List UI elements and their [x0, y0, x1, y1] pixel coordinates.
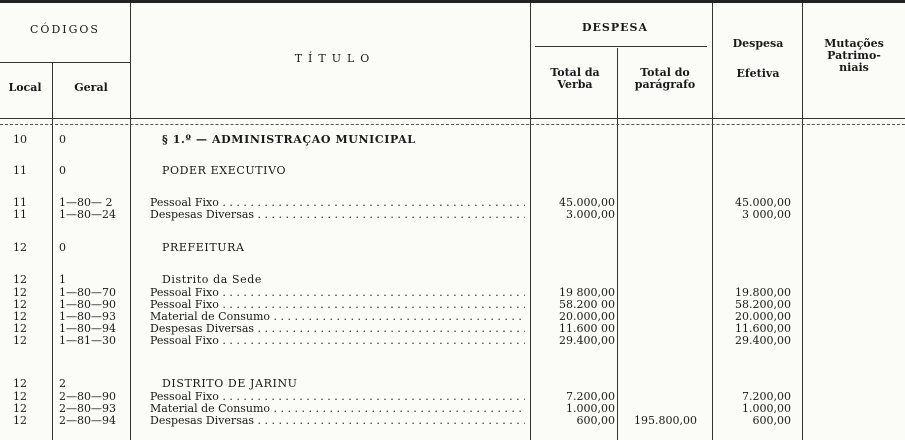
table-row — [0, 209, 905, 221]
row-total-verba: 45.000,00 — [559, 196, 615, 209]
row-geral-code: 1 — [59, 273, 66, 286]
row-local-code: 12 — [13, 286, 27, 299]
row-total-verba: 11.600 00 — [559, 322, 615, 335]
row-despesa-efetiva: 3 000,00 — [742, 208, 791, 221]
row-title: PODER EXECUTIVO — [162, 165, 287, 177]
row-title: Pessoal Fixo . . . — [150, 299, 525, 311]
row-local-code: 12 — [13, 241, 27, 254]
row-despesa-efetiva: 7.200,00 — [742, 390, 791, 403]
row-title: Despesas Diversas . . . — [150, 209, 525, 221]
row-geral-code: 2—80—94 — [59, 414, 116, 427]
row-geral-code: 2—80—93 — [59, 402, 116, 415]
row-geral-code: 1—81—30 — [59, 334, 116, 347]
row-despesa-efetiva: 29.400,00 — [735, 334, 791, 347]
top-rule — [0, 0, 905, 3]
row-geral-code: 1—80—93 — [59, 310, 116, 323]
row-total-verba: 3.000,00 — [566, 208, 615, 221]
row-local-code: 12 — [13, 334, 27, 347]
row-despesa-efetiva: 600,00 — [752, 414, 791, 427]
row-title: Despesas Diversas . . . — [150, 415, 525, 427]
row-total-verba: 20.000,00 — [559, 310, 615, 323]
row-local-code: 11 — [13, 164, 27, 177]
table-row — [0, 165, 905, 177]
row-title: Pessoal Fixo . . . — [150, 197, 525, 209]
table-row — [0, 335, 905, 347]
row-total-verba: 600,00 — [576, 414, 615, 427]
row-title: Despesas Diversas . . . — [150, 323, 525, 335]
header-mutacoes-patrimoniais: Mutações Patrimo- niais — [824, 37, 884, 74]
table-row — [0, 134, 905, 146]
row-title: Material de Consumo . . . — [150, 403, 525, 415]
row-local-code: 12 — [13, 402, 27, 415]
row-total-verba: 19 800,00 — [559, 286, 615, 299]
row-despesa-efetiva: 45.000,00 — [735, 196, 791, 209]
divider-titulo-verba — [530, 3, 531, 440]
row-title: § 1.º — ADMINISTRAÇÃO MUNICIPAL — [162, 134, 416, 146]
row-geral-code: 0 — [59, 133, 66, 146]
row-geral-code: 1—80—24 — [59, 208, 116, 221]
row-despesa-efetiva: 20.000,00 — [735, 310, 791, 323]
header-total-paragrafo: Total do parágrafo — [634, 66, 696, 91]
header-bottom-rule — [0, 118, 905, 119]
row-local-code: 12 — [13, 273, 27, 286]
row-despesa-efetiva: 11.600,00 — [735, 322, 791, 335]
row-local-code: 12 — [13, 310, 27, 323]
row-title: Distrito da Sede — [162, 274, 263, 286]
row-local-code: 12 — [13, 390, 27, 403]
header-titulo: TÍTULO — [294, 52, 376, 65]
row-geral-code: 1—80—94 — [59, 322, 116, 335]
row-title: Pessoal Fixo . . . — [150, 335, 525, 347]
table-row — [0, 378, 905, 390]
despesa-underline — [535, 46, 707, 47]
row-title: PREFEITURA — [162, 242, 245, 254]
header-geral: Geral — [74, 81, 108, 94]
row-total-verba: 29.400,00 — [559, 334, 615, 347]
table-row — [0, 415, 905, 427]
row-geral-code: 2—80—90 — [59, 390, 116, 403]
header-dashed-rule — [0, 124, 905, 125]
row-local-code: 11 — [13, 196, 27, 209]
row-geral-code: 0 — [59, 241, 66, 254]
divider-efetiva-mutacoes — [802, 3, 803, 440]
header-local: Local — [8, 81, 42, 94]
row-geral-code: 2 — [59, 377, 66, 390]
divider-codigos-titulo — [130, 3, 131, 440]
row-total-verba: 58.200 00 — [559, 298, 615, 311]
table-row — [0, 274, 905, 286]
header-despesa: DESPESA — [581, 21, 648, 34]
row-total-verba: 1.000,00 — [566, 402, 615, 415]
divider-paragrafo-efetiva — [712, 3, 713, 440]
row-local-code: 12 — [13, 414, 27, 427]
header-total-verba: Total da Verba — [550, 66, 600, 91]
row-title: Material de Consumo . . . — [150, 311, 525, 323]
codigos-underline — [0, 62, 130, 63]
header-codigos: CÓDIGOS — [30, 23, 100, 36]
header-despesa-efetiva-1: Despesa — [732, 37, 784, 50]
row-local-code: 12 — [13, 298, 27, 311]
row-geral-code: 0 — [59, 164, 66, 177]
row-local-code: 12 — [13, 377, 27, 390]
row-despesa-efetiva: 58.200,00 — [735, 298, 791, 311]
row-local-code: 10 — [13, 133, 27, 146]
row-title: DISTRITO DE JARINU — [162, 378, 298, 390]
row-despesa-efetiva: 1.000,00 — [742, 402, 791, 415]
row-despesa-efetiva: 19.800,00 — [735, 286, 791, 299]
row-total-paragrafo: 195.800,00 — [634, 414, 697, 427]
row-geral-code: 1—80— 2 — [59, 196, 113, 209]
row-geral-code: 1—80—90 — [59, 298, 116, 311]
row-local-code: 11 — [13, 208, 27, 221]
row-local-code: 12 — [13, 322, 27, 335]
row-title: Pessoal Fixo . . . — [150, 287, 525, 299]
table-row — [0, 242, 905, 254]
row-total-verba: 7.200,00 — [566, 390, 615, 403]
row-title: Pessoal Fixo . . . — [150, 391, 525, 403]
header-despesa-efetiva-2: Efetiva — [736, 67, 780, 80]
row-geral-code: 1—80—70 — [59, 286, 116, 299]
